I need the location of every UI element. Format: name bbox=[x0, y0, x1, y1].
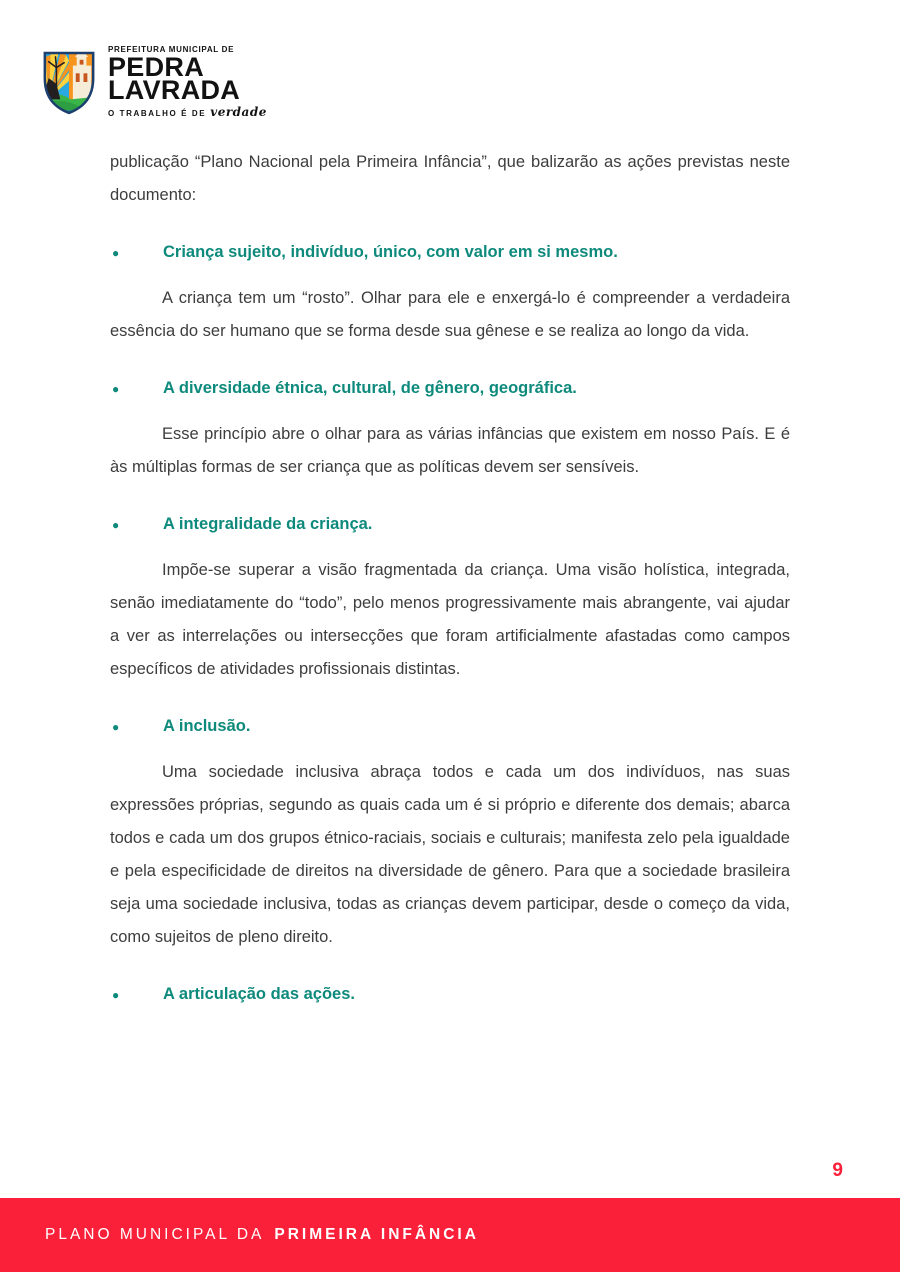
bullet-heading-label: A integralidade da criança. bbox=[163, 515, 373, 533]
logo-org-line: PREFEITURA MUNICIPAL DE bbox=[108, 45, 235, 54]
logo-tagline bbox=[108, 105, 267, 119]
logo-name-line1: PEDRA bbox=[108, 52, 205, 82]
page-number: 9 bbox=[832, 1160, 843, 1181]
bullet-icon: ● bbox=[112, 382, 120, 396]
bullet-heading-label: A inclusão. bbox=[163, 717, 251, 735]
bullet-heading-diversidade bbox=[110, 372, 790, 406]
logo-tagline-prefix: O TRABALHO É DE bbox=[108, 109, 207, 118]
section-paragraph: A criança tem um “rosto”. Olhar para ele e enxergá-lo é compreender a verdadeira essência do ser humano que se forma desde sua gênese e se realiza ao longo da vida. bbox=[110, 289, 790, 340]
logo-text-block bbox=[108, 45, 267, 119]
logo-name-line2: LAVRADA bbox=[108, 75, 241, 105]
logo-tagline-script: verdade bbox=[210, 105, 267, 119]
bullet-heading-label: A diversidade étnica, cultural, de gênero, geográfica. bbox=[163, 379, 577, 397]
document-body bbox=[110, 146, 790, 1012]
bullet-heading-crianca-sujeito bbox=[110, 236, 790, 270]
bullet-heading-label: Criança sujeito, indivíduo, único, com valor em si mesmo. bbox=[163, 243, 618, 261]
bullet-icon: ● bbox=[112, 720, 120, 734]
footer-bar bbox=[0, 1198, 900, 1272]
bullet-icon: ● bbox=[112, 246, 120, 260]
intro-paragraph: publicação “Plano Nacional pela Primeira Infância”, que balizarão as ações previstas neste documento: bbox=[110, 153, 790, 204]
bullet-heading-integralidade bbox=[110, 508, 790, 542]
section-paragraph: Uma sociedade inclusiva abraça todos e cada um dos indivíduos, nas suas expressões próprias, segundo as quais cada um é si próprio e diferente dos demais; abarca todos e cada um dos grupos étnico-raciais, sociais e culturais; manifesta zelo pela igualdade e pela especificidade de direitos na diversidade de gênero. Para que a sociedade brasileira seja uma sociedade inclusiva, todas as crianças devem participar, desde o começo da vida, como sujeitos de pleno direito. bbox=[110, 763, 790, 946]
municipal-crest-icon bbox=[40, 48, 98, 116]
municipality-logo bbox=[40, 45, 267, 119]
bullet-icon: ● bbox=[112, 988, 120, 1002]
bullet-heading-label: A articulação das ações. bbox=[163, 985, 355, 1003]
section-paragraph: Impõe-se superar a visão fragmentada da criança. Uma visão holística, integrada, senão imediatamente do “todo”, pelo menos progressivamente mais abrangente, vai ajudar a ver as interrelações ou intersecções que foram artificialmente afastadas como campos específicos de atividades profissionais distintas. bbox=[110, 561, 790, 678]
footer-title-regular: PLANO MUNICIPAL DA bbox=[45, 1226, 265, 1243]
footer-title-bold: PRIMEIRA INFÂNCIA bbox=[274, 1226, 479, 1243]
section-paragraph: Esse princípio abre o olhar para as várias infâncias que existem em nosso País. E é às múltiplas formas de ser criança que as políticas devem ser sensíveis. bbox=[110, 425, 790, 476]
bullet-icon: ● bbox=[112, 518, 120, 532]
bullet-heading-articulacao bbox=[110, 978, 790, 1012]
bullet-heading-inclusao bbox=[110, 710, 790, 744]
